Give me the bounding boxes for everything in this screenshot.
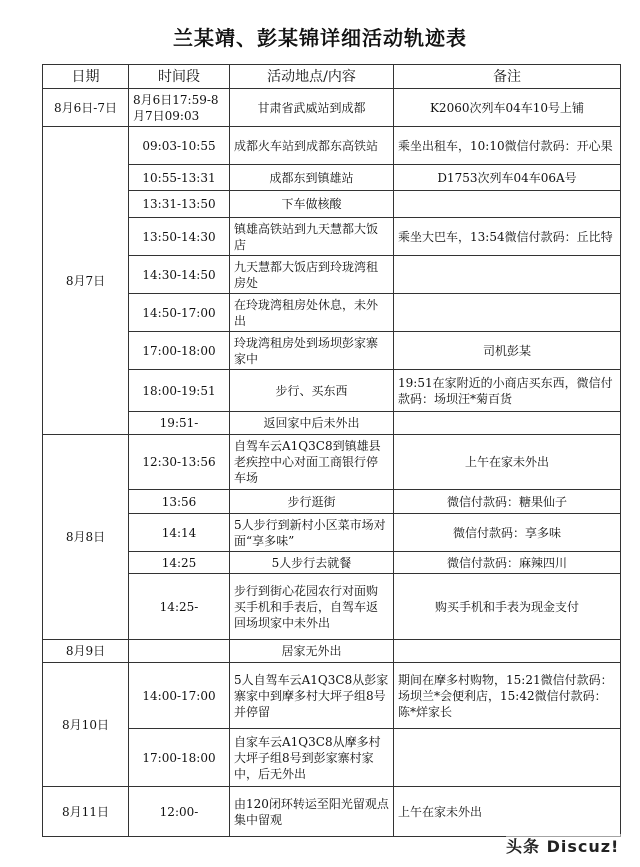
place-cell: 由120闭环转运至阳光留观点集中留观 [230, 787, 394, 837]
note-cell [394, 729, 621, 787]
place-cell: 自驾车云A1Q3C8到镇雄县老疾控中心对面工商银行停车场 [230, 435, 394, 490]
place-cell: 玲珑湾租房处到场坝彭家寨家中 [230, 332, 394, 370]
time-cell: 13:56 [129, 490, 230, 514]
table-row [43, 218, 621, 256]
time-cell: 12:30-13:56 [129, 435, 230, 490]
place-cell: 步行逛街 [230, 490, 394, 514]
note-cell: 乘坐出租车，10:10微信付款码：开心果 [394, 127, 621, 165]
place-cell: 甘肃省武威站到成都 [230, 89, 394, 127]
watermark: 头条 Discuz! [506, 834, 638, 864]
note-cell [394, 640, 621, 663]
place-cell: 5人自驾车云A1Q3C8从彭家寨家中到摩多村大坪子组8号并停留 [230, 663, 394, 729]
note-cell: 上午在家未外出 [394, 787, 621, 837]
time-cell: 19:51- [129, 412, 230, 435]
place-cell: 成都东到镇雄站 [230, 165, 394, 191]
place-cell: 九天慧都大饭店到玲珑湾租房处 [230, 256, 394, 294]
note-cell: 微信付款码：麻辣四川 [394, 552, 621, 574]
note-cell [394, 256, 621, 294]
column-header-note: 备注 [394, 65, 621, 89]
time-cell: 14:25 [129, 552, 230, 574]
time-cell: 09:03-10:55 [129, 127, 230, 165]
place-cell: 5人步行去就餐 [230, 552, 394, 574]
note-cell: D1753次列车04车06A号 [394, 165, 621, 191]
table-row [43, 640, 621, 663]
time-cell: 18:00-19:51 [129, 370, 230, 412]
note-cell: 购买手机和手表为现金支付 [394, 574, 621, 640]
table-row [43, 787, 621, 837]
time-cell: 14:00-17:00 [129, 663, 230, 729]
time-cell: 12:00- [129, 787, 230, 837]
table-row [43, 514, 621, 552]
note-cell [394, 191, 621, 218]
table-row [43, 490, 621, 514]
time-cell: 13:50-14:30 [129, 218, 230, 256]
time-cell: 14:30-14:50 [129, 256, 230, 294]
table-row [43, 435, 621, 490]
date-cell: 8月11日 [43, 787, 129, 837]
note-cell: K2060次列车04车10号上铺 [394, 89, 621, 127]
note-cell: 19:51在家附近的小商店买东西，微信付款码：场坝汪*菊百货 [394, 370, 621, 412]
note-cell [394, 294, 621, 332]
place-cell: 下车做核酸 [230, 191, 394, 218]
table-row [43, 89, 621, 127]
page-title: 兰某靖、彭某锦详细活动轨迹表 [173, 26, 467, 50]
date-cell: 8月6日-7日 [43, 89, 129, 127]
place-cell: 步行、买东西 [230, 370, 394, 412]
date-cell: 8月7日 [43, 127, 129, 435]
date-cell: 8月8日 [43, 435, 129, 640]
time-cell: 14:25- [129, 574, 230, 640]
date-cell: 8月10日 [43, 663, 129, 787]
table-row [43, 294, 621, 332]
table-row [43, 729, 621, 787]
table-row [43, 552, 621, 574]
note-cell: 微信付款码：享多味 [394, 514, 621, 552]
place-cell: 5人步行到新村小区菜市场对面“享多味” [230, 514, 394, 552]
note-cell [394, 412, 621, 435]
table-row [43, 256, 621, 294]
place-cell: 在玲珑湾租房处休息，未外出 [230, 294, 394, 332]
time-cell: 17:00-18:00 [129, 729, 230, 787]
time-cell [129, 640, 230, 663]
itinerary-table [42, 64, 621, 837]
note-cell: 乘坐大巴车，13:54微信付款码：丘比特 [394, 218, 621, 256]
date-cell: 8月9日 [43, 640, 129, 663]
time-cell: 14:14 [129, 514, 230, 552]
note-cell: 司机彭某 [394, 332, 621, 370]
note-cell: 微信付款码：糖果仙子 [394, 490, 621, 514]
place-cell: 步行到街心花园农行对面购买手机和手表后，自驾车返回场坝家中未外出 [230, 574, 394, 640]
place-cell: 居家无外出 [230, 640, 394, 663]
table-row [43, 412, 621, 435]
table-row [43, 574, 621, 640]
table-row [43, 127, 621, 165]
table-row [43, 165, 621, 191]
note-cell: 期间在摩多村购物，15:21微信付款码：场坝兰*会便利店，15:42微信付款码：陈*烊家长 [394, 663, 621, 729]
column-header-time: 时间段 [129, 65, 230, 89]
table-header-row [43, 65, 621, 89]
time-cell: 8月6日17:59-8月7日09:03 [129, 89, 230, 127]
place-cell: 成都火车站到成都东高铁站 [230, 127, 394, 165]
time-cell: 10:55-13:31 [129, 165, 230, 191]
note-cell: 上午在家未外出 [394, 435, 621, 490]
time-cell: 13:31-13:50 [129, 191, 230, 218]
time-cell: 14:50-17:00 [129, 294, 230, 332]
table-row [43, 191, 621, 218]
place-cell: 自家车云A1Q3C8从摩多村大坪子组8号到彭家寨村家中，后无外出 [230, 729, 394, 787]
place-cell: 镇雄高铁站到九天慧都大饭店 [230, 218, 394, 256]
time-cell: 17:00-18:00 [129, 332, 230, 370]
column-header-date: 日期 [43, 65, 129, 89]
place-cell: 返回家中后未外出 [230, 412, 394, 435]
table-row [43, 370, 621, 412]
table-row [43, 663, 621, 729]
table-row [43, 332, 621, 370]
column-header-place: 活动地点/内容 [230, 65, 394, 89]
